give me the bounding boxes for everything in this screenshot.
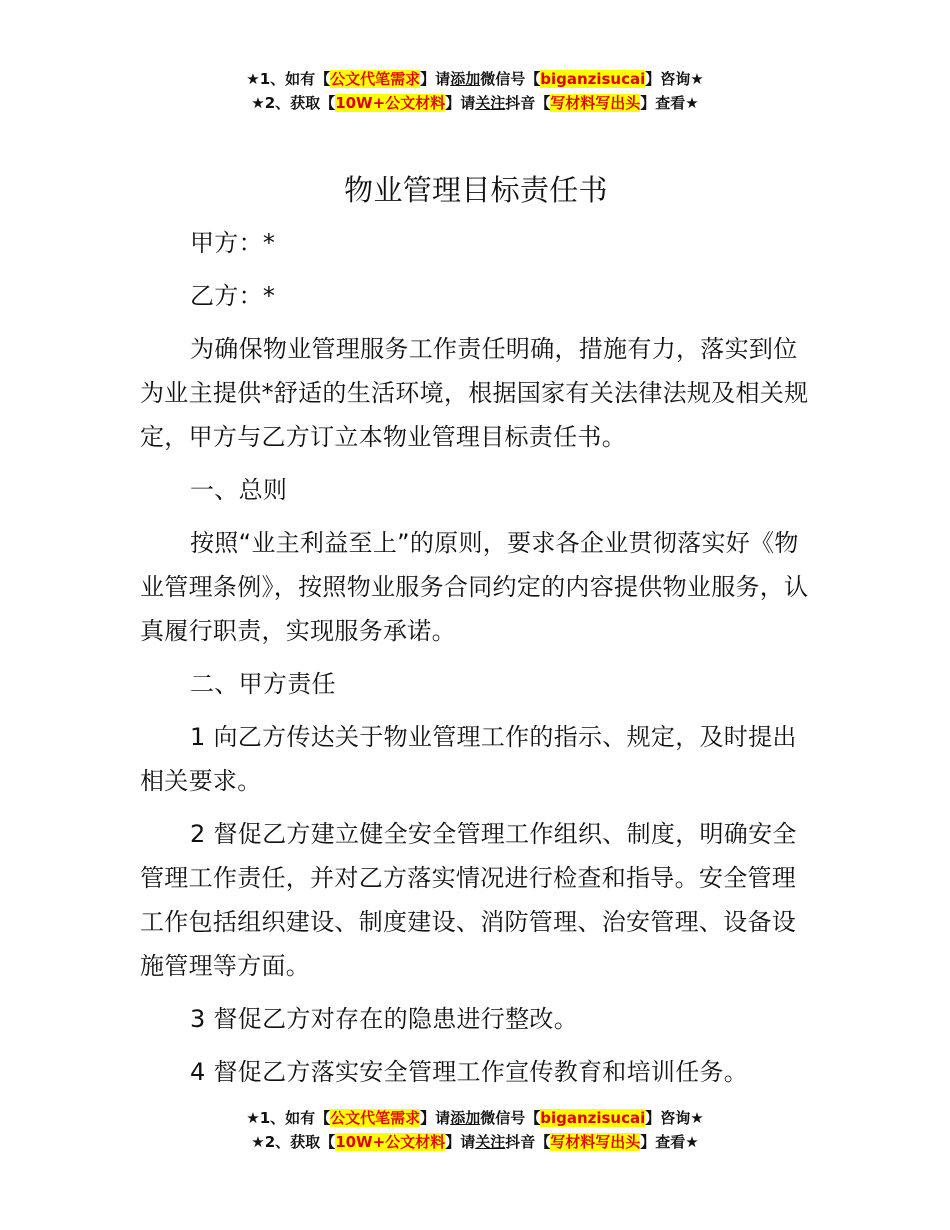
promo-banner-bottom (0, 1106, 950, 1154)
promo-highlight: biganzisucai (540, 1109, 646, 1127)
promo-text: ★2、获取【 (251, 94, 336, 112)
promo-underline: 关注 (475, 94, 506, 112)
document-body (140, 168, 812, 1103)
promo-highlight: 写材料写出头 (550, 1133, 641, 1151)
promo-text: ★2、获取【 (251, 1133, 336, 1151)
section-heading-party-a-duties: 二、甲方责任 (190, 670, 336, 698)
section-heading-general: 一、总则 (190, 476, 288, 504)
promo-highlight: 10W+公文材料 (335, 94, 446, 112)
promo-underline: 添加 (450, 1109, 481, 1127)
promo-line-2 (0, 91, 950, 115)
promo-text: 】查看★ (640, 1133, 699, 1151)
promo-text: 抖音【 (505, 94, 551, 112)
promo-highlight: 10W+公文材料 (335, 1133, 446, 1151)
promo-line-1 (0, 1106, 950, 1130)
party-a: 甲方：* (190, 229, 276, 257)
promo-banner-top (0, 67, 950, 115)
promo-highlight: 公文代笔需求 (330, 70, 421, 88)
promo-text: 抖音【 (505, 1133, 551, 1151)
promo-highlight: 公文代笔需求 (330, 1109, 421, 1127)
general-paragraph: 按照“业主利益至上”的原则，要求各企业贯彻落实好《物业管理条例》，按照物业服务合同约定的内容提供物业服务，认真履行职责，实现服务承诺。 (140, 529, 809, 645)
party-b: 乙方：* (190, 282, 276, 310)
promo-text: 微信号【 (480, 1109, 541, 1127)
promo-text: 微信号【 (480, 70, 541, 88)
promo-text: 】请 (445, 94, 476, 112)
duty-item-2: 2 督促乙方建立健全安全管理工作组织、制度，明确安全管理工作责任，并对乙方落实情况进行检查和指导。安全管理工作包括组织建设、制度建设、消防管理、治安管理、设备设施管理等方面。 (140, 820, 797, 980)
document-title: 物业管理目标责任书 (344, 173, 608, 207)
promo-line-2 (0, 1130, 950, 1154)
promo-line-1 (0, 67, 950, 91)
promo-text: 】咨询★ (645, 70, 704, 88)
promo-text: 】查看★ (640, 94, 699, 112)
promo-underline: 添加 (450, 70, 481, 88)
intro-paragraph: 为确保物业管理服务工作责任明确，措施有力，落实到位为业主提供*舒适的生活环境，根据国家有关法律法规及相关规定，甲方与乙方订立本物业管理目标责任书。 (140, 335, 809, 451)
promo-text: 】咨询★ (645, 1109, 704, 1127)
promo-text: 】请 (420, 70, 451, 88)
promo-text: ★1、如有【 (246, 70, 331, 88)
promo-text: 】请 (420, 1109, 451, 1127)
promo-text: 】请 (445, 1133, 476, 1151)
promo-highlight: biganzisucai (540, 70, 646, 88)
promo-underline: 关注 (475, 1133, 506, 1151)
promo-highlight: 写材料写出头 (550, 94, 641, 112)
duty-item-1: 1 向乙方传达关于物业管理工作的指示、规定，及时提出相关要求。 (140, 723, 797, 795)
promo-text: ★1、如有【 (246, 1109, 331, 1127)
duty-item-4: 4 督促乙方落实安全管理工作宣传教育和培训任务。 (190, 1058, 749, 1086)
duty-item-3: 3 督促乙方对存在的隐患进行整改。 (190, 1005, 578, 1033)
